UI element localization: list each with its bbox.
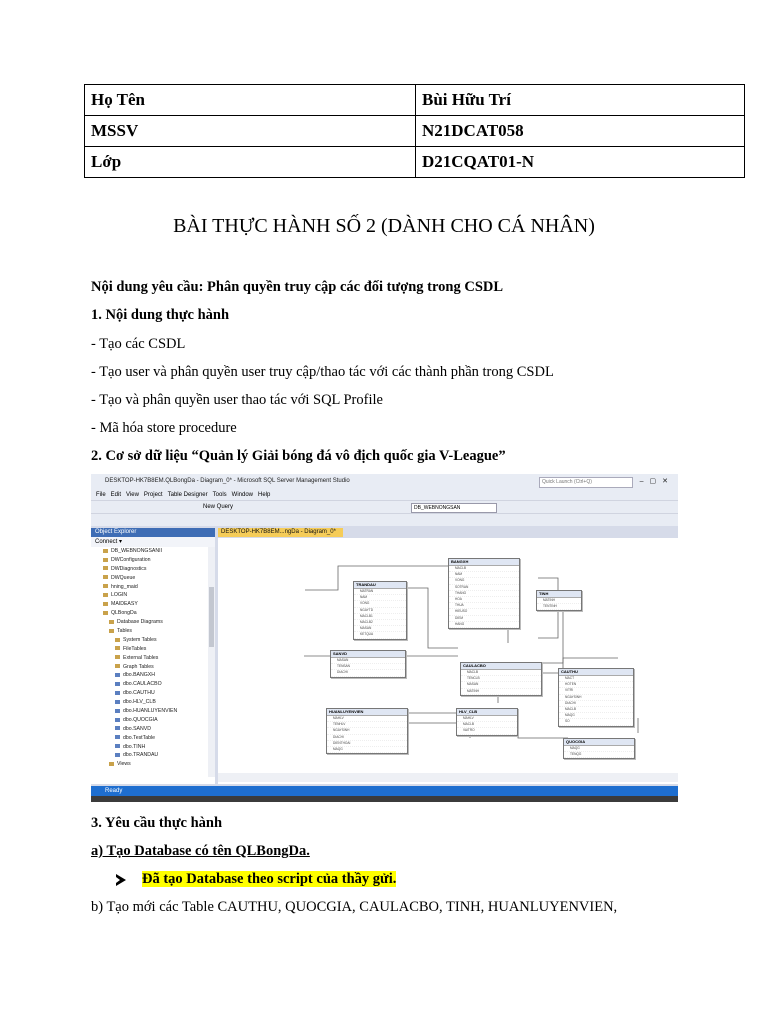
section1-item: - Tạo các CSDL <box>91 336 186 352</box>
menu-item[interactable]: Project <box>143 492 163 498</box>
diagram-table-name: CAULACBO <box>461 663 541 670</box>
diagram-column: NGAYSINH <box>327 728 407 734</box>
diagram-table[interactable] <box>326 708 408 754</box>
diagram-column: NAM <box>449 572 519 578</box>
tree-item-label: hning_maid <box>111 583 138 590</box>
folder-icon <box>115 655 120 659</box>
menu-item[interactable]: Table Designer <box>167 492 208 498</box>
diagram-table-name: TINH <box>537 591 581 598</box>
diagram-column: SO <box>559 719 633 725</box>
tree-item-label: System Tables <box>123 636 157 643</box>
tree-item-label: FileTables <box>123 645 147 652</box>
tree-item-label: Graph Tables <box>123 663 154 670</box>
diagram-column: MACT <box>559 676 633 682</box>
tree-item-label: DWQueue <box>111 574 136 581</box>
tree-item-label: dbo.TRANDAU <box>123 752 159 759</box>
tree-item[interactable] <box>91 583 215 592</box>
tree-item-label: dbo.HUANLUYENVIEN <box>123 708 178 715</box>
tree-item[interactable] <box>91 636 215 645</box>
ssms-title-bar <box>91 474 678 490</box>
tree-item[interactable] <box>91 743 215 752</box>
tree-item-label: dbo.HLV_CLB <box>123 699 156 706</box>
tree-item[interactable] <box>91 725 215 734</box>
menu-item[interactable]: Tools <box>212 492 227 498</box>
diagram-column: NGAYSINH <box>559 695 633 701</box>
info-label: MSSV <box>85 116 416 147</box>
diagram-column: MATINH <box>461 689 541 695</box>
info-row-class <box>85 147 745 178</box>
table-icon <box>115 700 120 704</box>
diagram-table-name: BANGXH <box>449 559 519 566</box>
diagram-column: VONG <box>354 601 406 607</box>
ssms-screenshot <box>91 474 678 802</box>
tree-item[interactable] <box>91 565 215 574</box>
tree-item[interactable] <box>91 547 215 556</box>
tree-item[interactable] <box>91 707 215 716</box>
diagram-column: DIACHI <box>559 701 633 707</box>
tree-item-label: DB_WEBNONGSANII <box>111 548 163 554</box>
diagram-column: MAHLV <box>327 716 407 722</box>
diagram-column: MATINH <box>537 598 581 604</box>
tree-item[interactable] <box>91 698 215 707</box>
diagram-column: MATRAN <box>354 589 406 595</box>
diagram-table-name: HUANLUYENVIEN <box>327 709 407 716</box>
section2-heading: 2. Cơ sở dữ liệu “Quản lý Giải bóng đá vô địch quốc gia V-League” <box>91 448 506 464</box>
diagram-column: TENTINH <box>537 604 581 610</box>
info-row-name <box>85 85 745 116</box>
arrow-bullet-icon <box>116 874 126 886</box>
menu-item[interactable]: Window <box>231 492 253 498</box>
database-icon <box>103 611 108 615</box>
diagram-table[interactable] <box>558 668 634 727</box>
tree-item[interactable] <box>91 689 215 698</box>
diagram-column: MAQG <box>564 746 634 752</box>
ssms-window-title: DESKTOP-HK7B8EM.QLBongDa - Diagram_0* - Microsoft SQL Server Management Studio <box>105 478 350 484</box>
tree-item-label: dbo.CAUTHU <box>123 690 155 697</box>
database-icon <box>103 558 108 562</box>
tree-item[interactable] <box>91 751 215 760</box>
window-controls-icon[interactable]: –▢✕ <box>639 478 674 485</box>
status-bar: Ready <box>91 786 678 796</box>
tree-item[interactable] <box>91 663 215 672</box>
ssms-toolbar <box>91 500 678 513</box>
highlighted-text: Đã tạo Database theo script của thầy gửi. <box>142 871 397 887</box>
tree-item[interactable] <box>91 680 215 689</box>
object-explorer <box>91 528 215 784</box>
table-icon <box>115 682 120 686</box>
diagram-column: DIACHI <box>331 670 405 676</box>
diagram-table[interactable] <box>330 650 406 678</box>
tree-item-label: dbo.QUOCGIA <box>123 716 158 723</box>
diagram-column: KETQUA <box>354 632 406 638</box>
database-icon <box>103 566 108 570</box>
tree-item[interactable] <box>91 609 215 618</box>
diagram-column: NAM <box>354 595 406 601</box>
tree-item-label: dbo.CAULACBO <box>123 681 162 688</box>
database-selector[interactable]: DB_WEBNONGSAN <box>411 503 497 513</box>
diagram-column: HOA <box>449 597 519 603</box>
diagram-column: TENHLV <box>327 722 407 728</box>
folder-icon <box>109 629 114 633</box>
tree-scrollbar[interactable] <box>208 547 215 777</box>
tree-item[interactable] <box>91 591 215 600</box>
info-label: Họ Tên <box>85 85 416 116</box>
diagram-table[interactable] <box>448 558 520 629</box>
object-explorer-header: Object Explorer <box>91 528 215 537</box>
diagram-column: MAHLV <box>457 716 517 722</box>
diagram-column: THUA <box>449 603 519 609</box>
database-icon <box>103 593 108 597</box>
section3-item-a: a) Tạo Database có tên QLBongDa. <box>91 843 310 859</box>
tree-item[interactable] <box>91 556 215 565</box>
tree-item[interactable] <box>91 574 215 583</box>
diagram-column: VITRI <box>559 688 633 694</box>
tree-item[interactable] <box>91 760 215 769</box>
tree-item-label: DWConfiguration <box>111 556 151 563</box>
diagram-column: HANG <box>449 622 519 628</box>
diagram-table[interactable] <box>536 590 582 611</box>
tree-item-label: Database Diagrams <box>117 619 163 626</box>
diagram-column: MACLB <box>449 566 519 572</box>
diagram-table[interactable] <box>460 662 542 696</box>
diagram-column: DIACHI <box>327 735 407 741</box>
tree-item-label: dbo.TestTable <box>123 734 156 741</box>
tree-item-label: dbo.SANVD <box>123 725 151 732</box>
section1-item: - Mã hóa store procedure <box>91 420 237 436</box>
folder-icon <box>115 638 120 642</box>
diagram-column: TENCLB <box>461 676 541 682</box>
tree-item-label: DWDiagnostics <box>111 565 147 572</box>
diagram-column: MASAN <box>461 682 541 688</box>
table-icon <box>115 735 120 739</box>
diagram-column: MAQG <box>327 747 407 753</box>
tree-item[interactable] <box>91 716 215 725</box>
diagram-column: MAQG <box>559 713 633 719</box>
diagram-column: MASAN <box>354 626 406 632</box>
section1-item: - Tạo user và phân quyền user truy cập/thao tác với các thành phần trong CSDL <box>91 364 554 380</box>
section1-item: - Tạo và phân quyền user thao tác với SQL Profile <box>91 392 383 408</box>
diagram-column: MASAN <box>331 658 405 664</box>
table-icon <box>115 718 120 722</box>
ssms-menu-bar <box>91 490 678 500</box>
diagram-table-name: QUOCGIA <box>564 739 634 746</box>
diagram-column: HOTEN <box>559 682 633 688</box>
tree-item[interactable] <box>91 671 215 680</box>
diagram-column: MACLB1 <box>354 614 406 620</box>
student-info-table <box>84 84 745 178</box>
menu-item[interactable]: View <box>126 492 139 498</box>
folder-icon <box>115 646 120 650</box>
page-title: BÀI THỰC HÀNH SỐ 2 (DÀNH CHO CÁ NHÂN) <box>173 215 595 237</box>
folder-icon <box>109 762 114 766</box>
tree-item[interactable] <box>91 654 215 663</box>
section3-heading: 3. Yêu cầu thực hành <box>91 815 223 831</box>
tree-item-label: Views <box>117 761 131 768</box>
section3-a-done <box>116 871 396 888</box>
info-row-id <box>85 116 745 147</box>
quick-launch-input[interactable]: Quick Launch (Ctrl+Q) <box>539 477 633 488</box>
table-icon <box>115 691 120 695</box>
table-icon <box>115 726 120 730</box>
menu-item[interactable]: File <box>96 492 106 498</box>
ssms-toolbar-2 <box>91 513 678 526</box>
diagram-column: THANG <box>449 591 519 597</box>
diagram-table[interactable] <box>563 738 635 759</box>
diagram-column: MACLB2 <box>354 620 406 626</box>
info-value: N21DCAT058 <box>416 116 745 147</box>
database-icon <box>103 575 108 579</box>
connect-button[interactable]: Connect ▾ <box>91 537 215 547</box>
database-icon <box>103 584 108 588</box>
diagram-table[interactable] <box>353 581 407 640</box>
info-label: Lớp <box>85 147 416 178</box>
diagram-table-name: TRANDAU <box>354 582 406 589</box>
table-icon <box>115 709 120 713</box>
diagram-column: MACLB <box>457 722 517 728</box>
diagram-column: SOTRAN <box>449 585 519 591</box>
diagram-column: DIENTHOAI <box>327 741 407 747</box>
tree-item-label: Tables <box>117 628 132 635</box>
diagram-column: NGAYTD <box>354 608 406 614</box>
folder-icon <box>109 620 114 624</box>
menu-item[interactable]: Edit <box>110 492 122 498</box>
table-icon <box>115 673 120 677</box>
tree-item-label: LOGIN <box>111 592 128 599</box>
info-value: Bùi Hữu Trí <box>416 85 745 116</box>
tree-item[interactable] <box>91 645 215 654</box>
table-icon <box>115 753 120 757</box>
tree-item[interactable] <box>91 734 215 743</box>
document-tabs <box>218 528 678 537</box>
database-icon <box>103 602 108 606</box>
tab-diagram[interactable]: DESKTOP-HK7B8EM...ngDa - Diagram_0* <box>218 528 343 537</box>
tree-item-label: External Tables <box>123 654 159 661</box>
tree-item[interactable] <box>91 600 215 609</box>
object-tree <box>91 547 215 769</box>
diagram-table-name: CAUTHU <box>559 669 633 676</box>
section3-item-b: b) Tạo mới các Table CAUTHU, QUOCGIA, CAULACBO, TINH, HUANLUYENVIEN, <box>91 899 618 915</box>
diagram-column: VAITRO <box>457 728 517 734</box>
diagram-column: DIEM <box>449 616 519 622</box>
diagram-column: MACLB <box>461 670 541 676</box>
tree-item-label: dbo.BANGXH <box>123 672 156 679</box>
requirement-text: Nội dung yêu cầu: Phân quyền truy cập các đối tượng trong CSDL <box>91 279 504 295</box>
database-icon <box>103 549 108 553</box>
diagram-column: TENSAN <box>331 664 405 670</box>
taskbar-strip <box>91 796 678 802</box>
tree-item-label: QLBongDa <box>111 610 137 617</box>
canvas-scrollbar[interactable] <box>218 773 678 782</box>
tree-item[interactable] <box>91 627 215 636</box>
folder-icon <box>115 664 120 668</box>
tree-item-label: MAIDEASY <box>111 601 138 608</box>
diagram-canvas[interactable] <box>218 538 678 784</box>
tree-item-label: dbo.TINH <box>123 743 146 750</box>
menu-item[interactable]: Help <box>258 492 271 498</box>
section1-heading: 1. Nội dung thực hành <box>91 307 230 323</box>
diagram-column: HIEUSO <box>449 609 519 615</box>
diagram-table-name: SANVD <box>331 651 405 658</box>
tree-item[interactable] <box>91 618 215 627</box>
diagram-column: VONG <box>449 578 519 584</box>
diagram-table-name: HLV_CLB <box>457 709 517 716</box>
info-value: D21CQAT01-N <box>416 147 745 178</box>
table-icon <box>115 744 120 748</box>
diagram-table[interactable] <box>456 708 518 736</box>
diagram-column: MACLB <box>559 707 633 713</box>
new-query-button[interactable]: New Query <box>203 504 234 510</box>
diagram-column: TENQG <box>564 752 634 758</box>
